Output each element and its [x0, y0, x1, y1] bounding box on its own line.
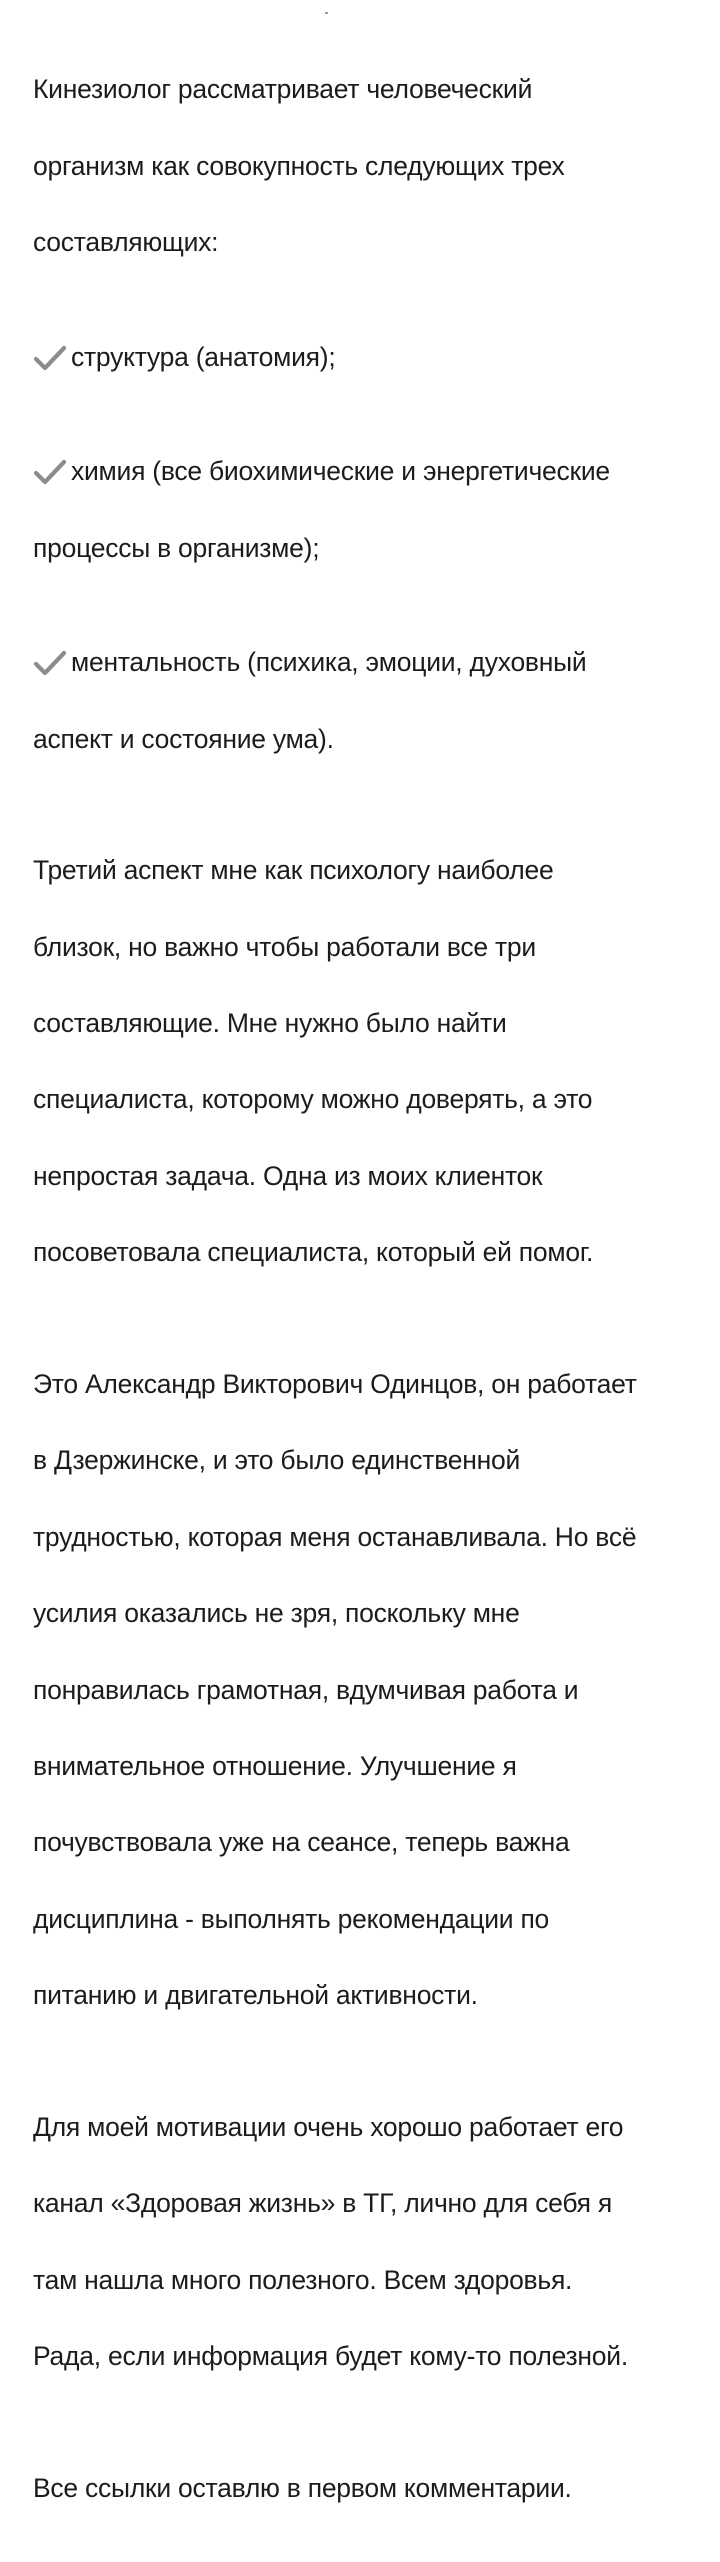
paragraph-line: специалиста, которому можно доверять, а это	[33, 1084, 593, 1115]
paragraph-line: почувствовала уже на сеансе, теперь важна	[33, 1827, 570, 1858]
paragraph-motivation	[33, 2070, 713, 2414]
paragraph-line: близок, но важно чтобы работали все три	[33, 931, 536, 962]
checklist-item-label-continued: процессы в организме);	[33, 532, 320, 563]
paragraph-line: Все ссылки оставлю в первом комментарии.	[33, 2472, 572, 2503]
paragraph-line: дисциплина - выполнять рекомендации по	[33, 1903, 550, 1934]
checklist-item-mentality	[33, 643, 713, 681]
intro-line: организм как совокупность следующих трех	[33, 150, 565, 181]
paragraph-line: непростая задача. Одна из моих клиенток	[33, 1160, 543, 1191]
paragraph-line: составляющие. Мне нужно было найти	[33, 1008, 507, 1039]
paragraph-line: трудностью, которая меня останавливала. Но всё	[33, 1521, 637, 1552]
paragraph-line: понравилась грамотная, вдумчивая работа и	[33, 1674, 579, 1705]
paragraph-line: Третий аспект мне как психологу наиболее	[33, 855, 554, 886]
paragraph-links-note	[33, 2430, 713, 2545]
top-scroll-dot	[325, 12, 328, 14]
check-mark-icon	[33, 650, 67, 676]
intro-paragraph	[33, 32, 713, 796]
checklist-item-label: структура (анатомия);	[71, 341, 336, 372]
checklist-item-structure	[33, 338, 713, 376]
paragraph-line: Рада, если информация будет кому-то полезной.	[33, 2340, 628, 2371]
checklist-item-label: ментальность (психика, эмоции, духовный	[71, 647, 587, 678]
check-mark-icon	[33, 345, 67, 371]
paragraph-line: внимательное отношение. Улучшение я	[33, 1750, 517, 1781]
checklist-item-label-continued: аспект и состояние ума).	[33, 723, 334, 754]
checklist-item-label: химия (все биохимические и энергетические	[71, 456, 610, 487]
paragraph-line: Это Александр Викторович Одинцов, он работает	[33, 1368, 637, 1399]
post-text	[33, 32, 713, 2562]
paragraph-line: в Дзержинске, и это было единственной	[33, 1445, 521, 1476]
paragraph-psychologist-aspect	[33, 813, 713, 1310]
intro-line: Кинезиолог рассматривает человеческий	[33, 74, 533, 105]
paragraph-line: усилия оказались не зря, поскольку мне	[33, 1598, 520, 1629]
paragraph-specialist	[33, 1327, 713, 2053]
paragraph-line: посоветовала специалиста, который ей помог.	[33, 1237, 594, 1268]
intro-line: составляющих:	[33, 227, 219, 258]
checklist-item-chemistry	[33, 452, 713, 490]
paragraph-line: Для моей мотивации очень хорошо работает его	[33, 2111, 624, 2142]
check-mark-icon	[33, 459, 67, 485]
paragraph-line: там нашла много полезного. Всем здоровья.	[33, 2264, 573, 2295]
paragraph-line: канал «Здоровая жизнь» в ТГ, лично для себя я	[33, 2188, 612, 2219]
paragraph-line: питанию и двигательной активности.	[33, 1980, 478, 2011]
